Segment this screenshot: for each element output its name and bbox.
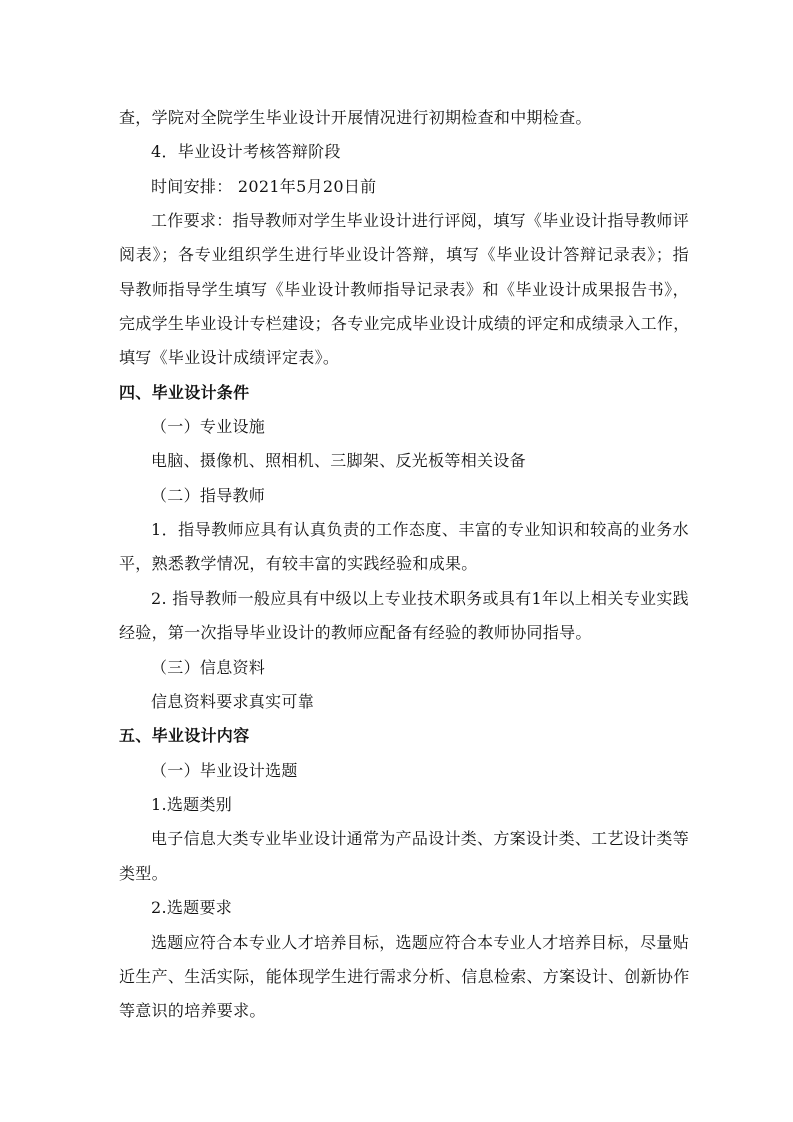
section-heading: 五、毕业设计内容	[119, 726, 250, 745]
paragraph-line: 选题应符合本专业人才培养目标，选题应符合本专业人才培养目标，尽量贴	[151, 933, 689, 952]
subsection-heading: （一）毕业设计选题	[151, 761, 298, 780]
subsection-heading: （三）信息资料	[151, 658, 266, 677]
section-item: 2.选题要求	[151, 898, 233, 917]
paragraph-line: 平，熟悉教学情况，有较丰富的实践经验和成果。	[119, 554, 478, 573]
section-heading: 四、毕业设计条件	[119, 383, 250, 402]
paragraph-line: 1．指导教师应具有认真负责的工作态度、丰富的专业知识和较高的业务水	[151, 520, 689, 539]
subsection-heading: （一）专业设施	[151, 417, 266, 436]
paragraph-line: 时间安排： 2021年5月20日前	[151, 177, 377, 196]
paragraph-line: 经验，第一次指导毕业设计的教师应配备有经验的教师协同指导。	[119, 623, 592, 642]
paragraph-line: 类型。	[119, 864, 168, 883]
subsection-heading: （二）指导教师	[151, 486, 266, 505]
paragraph-line: 2. 指导教师一般应具有中级以上专业技术职务或具有1年以上相关专业实践	[151, 589, 689, 608]
section-item: 1.选题类别	[151, 795, 233, 814]
paragraph-line: 电脑、摄像机、照相机、三脚架、反光板等相关设备	[151, 451, 526, 470]
paragraph-line: 信息资料要求真实可靠	[151, 692, 315, 711]
paragraph-line: 等意识的培养要求。	[119, 1001, 266, 1020]
paragraph-line: 阅表》；各专业组织学生进行毕业设计答辩，填写《毕业设计答辩记录表》；指	[119, 245, 689, 264]
section-item: 4．毕业设计考核答辩阶段	[151, 142, 341, 161]
paragraph-line: 近生产、生活实际，能体现学生进行需求分析、信息检索、方案设计、创新协作	[119, 967, 690, 986]
paragraph-line: 完成学生毕业设计专栏建设；各专业完成毕业设计成绩的评定和成绩录入工作，	[119, 314, 690, 333]
paragraph-line: 填写《毕业设计成绩评定表》。	[119, 348, 340, 367]
paragraph-line: 导教师指导学生填写《毕业设计教师指导记录表》和《毕业设计成果报告书》，	[119, 280, 689, 299]
paragraph-line: 查，学院对全院学生毕业设计开展情况进行初期检查和中期检查。	[119, 108, 592, 127]
paragraph-line: 工作要求：指导教师对学生毕业设计进行评阅，填写《毕业设计指导教师评	[151, 211, 689, 230]
paragraph-line: 电子信息大类专业毕业设计通常为产品设计类、方案设计类、工艺设计类等	[151, 829, 689, 848]
